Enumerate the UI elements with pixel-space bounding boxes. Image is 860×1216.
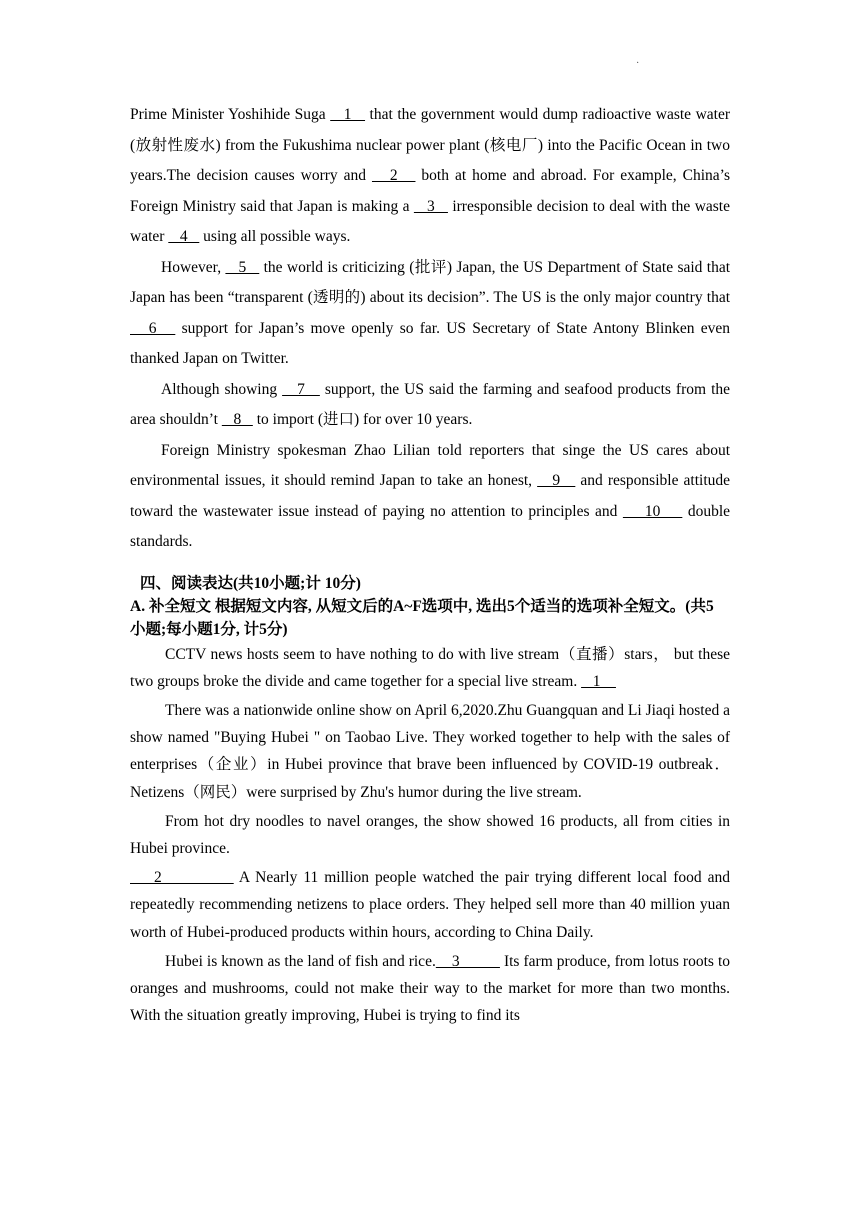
text: Foreign Ministry spokesman Zhao Lilian told reporters that singe the US cares about environmental issues, it should remind Japan to take an honest, [130, 441, 730, 489]
text: A Nearly 11 million people watched the pair trying different local food and repeatedly recommending netizens to place orders. They helped sell more than 40 million yuan worth of Hubei-produced products within hours, according to China Daily. [130, 869, 730, 941]
blank-1: 1 [330, 106, 366, 123]
page-content [130, 100, 730, 1029]
passage-c-paragraph-1 [130, 100, 730, 253]
text: support for Japan’s move openly so far. US Secretary of State Antony Blinken even thanked Japan on Twitter. [130, 319, 730, 367]
text: Prime Minister Yoshihide Suga [130, 106, 331, 123]
text: that the government would dump radioactive waste water (放射性废水) from the Fukushima nuclear power plant (核电厂) into the Pacific Ocean in two years.The decision causes worry and [130, 106, 730, 184]
section-instructions: A. 补全短文 根据短文内容, 从短文后的A~F选项中, 选出5个适当的选项补全短文。(共5 小题;每小题1分, 计5分) [130, 597, 714, 638]
blank-8: 8 [221, 411, 253, 428]
passage-a-paragraph-5 [130, 948, 730, 1030]
passage-a-paragraph-3: From hot dry noodles to navel oranges, the show showed 16 products, all from cities in Hubei province. [130, 812, 730, 857]
blank-4: 4 [168, 228, 200, 245]
blank-3: 3 [413, 197, 448, 215]
blank-10: 10 [622, 502, 683, 520]
text: double standards. [130, 502, 731, 550]
blank-a1: 1 [581, 672, 616, 690]
text: to import (进口) for over 10 years. [252, 411, 473, 428]
text: support, the US said the farming and seafood products from the area shouldn’t [130, 380, 731, 428]
passage-c-paragraph-2 [130, 253, 730, 375]
text: However, [161, 258, 226, 276]
text: irresponsible decision to deal with the waste water [130, 197, 730, 245]
passage-a-paragraph-2: There was a nationwide online show on April 6,2020.Zhu Guangquan and Li Jiaqi hosted a show named "Buying Hubei " on Taobao Live. They worked together to help with the sales of enterprises（企业）in Hubei province that brave been influenced by COVID-19 outbreak．Netizens（网民）were surprised by Zhu's humor during the live stream. [130, 701, 730, 801]
text: Hubei is known as the land of fish and rice. [165, 952, 436, 970]
text: using all possible ways. [199, 228, 351, 245]
blank-6: 6 [130, 319, 176, 337]
header-mark: · [636, 58, 640, 69]
text: Its farm produce, from lotus roots to oranges and mushrooms, could not make their way to the market for more than two months. With the situation greatly improving, Hubei is trying to find its [130, 952, 731, 1025]
blank-9: 9 [537, 472, 576, 489]
blank-a2: 2 [130, 869, 234, 887]
blank-5: 5 [225, 258, 260, 276]
passage-c-paragraph-4 [130, 436, 730, 558]
text: and responsible attitude toward the wastewater issue instead of paying no attention to principles and [130, 472, 731, 520]
blank-7: 7 [282, 380, 320, 398]
text: both at home and abroad. For example, China’s Foreign Ministry said that Japan is making a [130, 167, 730, 215]
blank-2: 2 [371, 167, 416, 184]
blank-a3: 3 [435, 952, 500, 970]
section-heading: 四、阅读表达(共10小题;计 10分) [140, 574, 361, 592]
passage-a-paragraph-4 [130, 864, 730, 946]
text: the world is criticizing (批评) Japan, the US Department of State said that Japan has been “transparent (透明的) about its decision”. The US is the only major country that [130, 258, 731, 306]
passage-c-paragraph-3 [130, 375, 730, 436]
text: CCTV news hosts seem to have nothing to do with live stream（直播）stars， but these two groups broke the divide and came together for a special live stream. [130, 645, 730, 690]
text: Although showing [161, 380, 283, 398]
passage-a-paragraph-1 [130, 641, 730, 695]
